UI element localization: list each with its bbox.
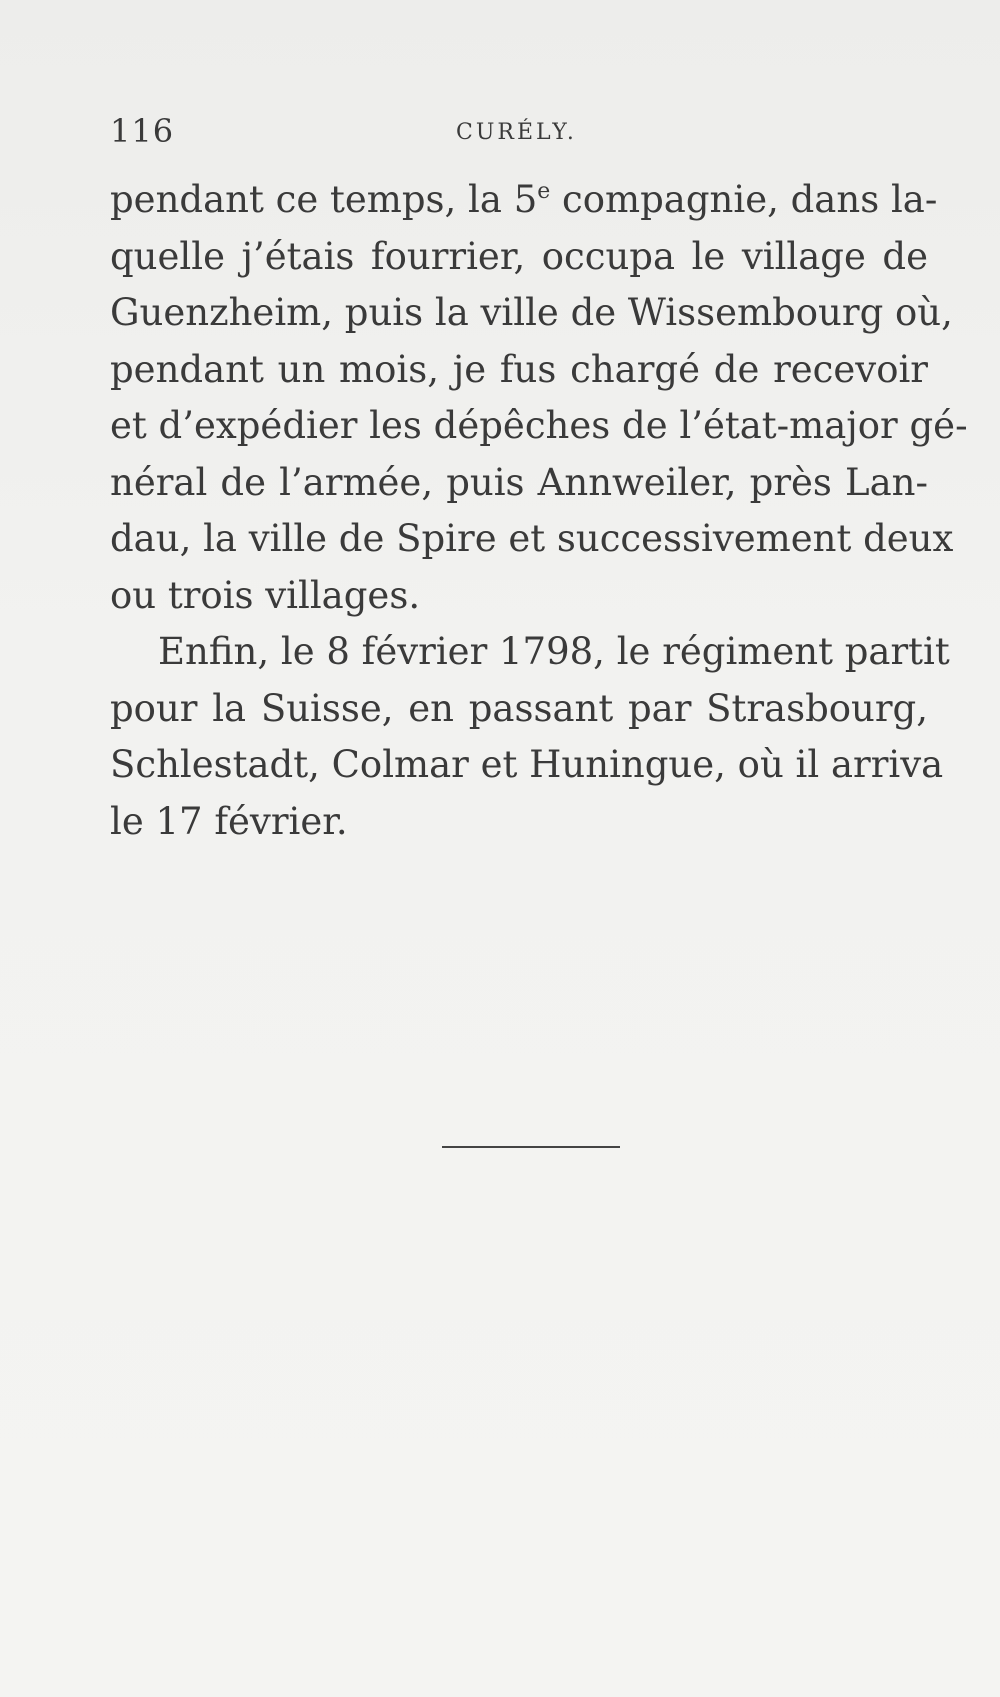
text-line: Guenzheim, puis la ville de Wissembourg où, bbox=[110, 291, 953, 334]
superscript-e: e bbox=[537, 179, 551, 204]
text-line: quelle j’étais fourrier, occupa le village de bbox=[110, 234, 928, 278]
page-number: 116 bbox=[110, 112, 175, 150]
section-end-rule bbox=[442, 1146, 620, 1148]
text-line bbox=[110, 172, 938, 229]
text-line: Schlestadt, Colmar et Huningue, où il arriva bbox=[110, 743, 944, 786]
text-line: pendant un mois, je fus chargé de recevoir bbox=[110, 347, 928, 391]
paragraph-2 bbox=[110, 624, 950, 850]
running-head: CURÉLY. bbox=[456, 120, 577, 145]
text-line-part: pendant ce temps, la 5 bbox=[110, 178, 538, 221]
page-header bbox=[110, 112, 910, 162]
paragraph-1 bbox=[110, 172, 968, 624]
body-text bbox=[110, 172, 968, 850]
text-line: ou trois villages. bbox=[110, 573, 421, 617]
text-line: Enfin, le 8 février 1798, le régiment partit bbox=[158, 630, 950, 673]
text-line-part: compagnie, dans la- bbox=[550, 178, 938, 221]
text-line: dau, la ville de Spire et successivement deux bbox=[110, 517, 954, 560]
text-line: pour la Suisse, en passant par Strasbourg, bbox=[110, 686, 928, 730]
text-line: néral de l’armée, puis Annweiler, près Lan- bbox=[110, 460, 928, 504]
text-line: le 17 février. bbox=[110, 799, 348, 843]
text-line: et d’expédier les dépêches de l’état-major gé- bbox=[110, 404, 968, 447]
